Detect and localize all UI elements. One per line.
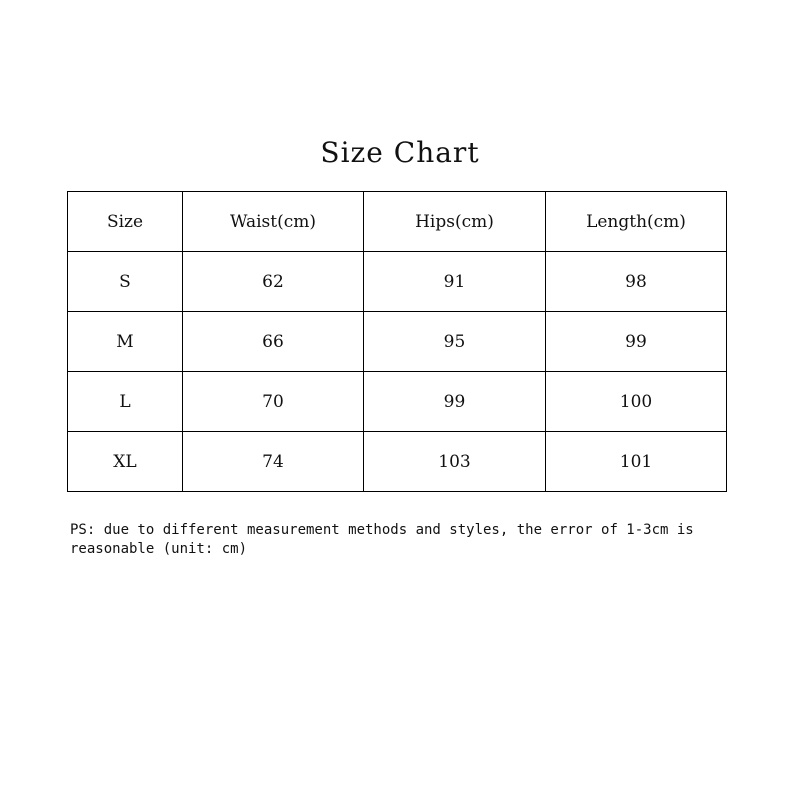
- cell-waist: 62: [183, 252, 364, 312]
- measurement-note: [70, 521, 710, 559]
- cell-length: 98: [546, 252, 727, 312]
- cell-size: M: [68, 312, 183, 372]
- header-hips: Hips(cm): [364, 192, 546, 252]
- cell-waist: 74: [183, 432, 364, 492]
- cell-length: 99: [546, 312, 727, 372]
- cell-hips: 95: [364, 312, 546, 372]
- table-row: [68, 312, 727, 372]
- table-row: [68, 372, 727, 432]
- cell-length: 101: [546, 432, 727, 492]
- note-line-2: reasonable (unit: cm): [70, 541, 248, 557]
- table-row: [68, 432, 727, 492]
- cell-waist: 66: [183, 312, 364, 372]
- cell-hips: 103: [364, 432, 546, 492]
- cell-waist: 70: [183, 372, 364, 432]
- cell-size: S: [68, 252, 183, 312]
- page-title: Size Chart: [320, 136, 480, 169]
- header-size: Size: [68, 192, 183, 252]
- table-row: [68, 252, 727, 312]
- cell-length: 100: [546, 372, 727, 432]
- header-waist: Waist(cm): [183, 192, 364, 252]
- cell-size: XL: [68, 432, 183, 492]
- cell-size: L: [68, 372, 183, 432]
- size-chart-table: [67, 191, 727, 492]
- cell-hips: 91: [364, 252, 546, 312]
- note-line-1: PS: due to different measurement methods and styles, the error of 1-3cm is: [70, 522, 694, 538]
- cell-hips: 99: [364, 372, 546, 432]
- table-header-row: [68, 192, 727, 252]
- header-length: Length(cm): [546, 192, 727, 252]
